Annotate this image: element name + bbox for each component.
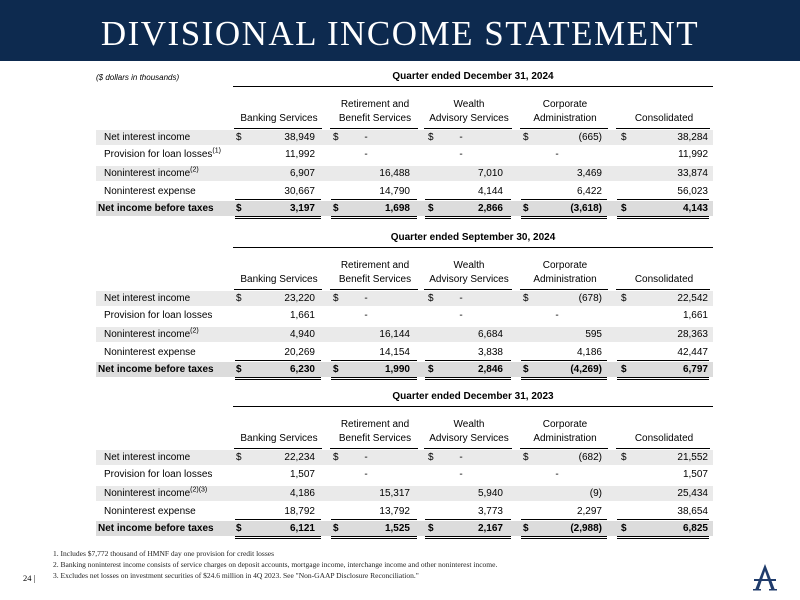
- column-header: [233, 98, 325, 126]
- table-cell-value: 14,790: [379, 186, 410, 197]
- table-cell-value: 6,121: [289, 523, 315, 534]
- currency-symbol: $: [621, 523, 627, 534]
- currency-symbol: $: [523, 293, 529, 304]
- table-cell-value: 7,010: [477, 168, 503, 179]
- footnote-2: 2. Banking noninterest income consists of service charges on deposit accounts, mortgage income, interchange income and other noninterest income.: [53, 560, 498, 569]
- table-cell-value: 2,167: [477, 523, 503, 534]
- currency-symbol: $: [236, 452, 242, 463]
- currency-symbol: $: [523, 132, 529, 143]
- table-cell-value: 33,874: [677, 168, 708, 179]
- table-cell-value: 1,661: [682, 310, 708, 321]
- subtotal-rule: [331, 519, 417, 520]
- currency-symbol: $: [428, 452, 434, 463]
- column-header-underline: [424, 289, 512, 290]
- row-label-text: Net interest income: [104, 452, 191, 463]
- subtotal-rule: [425, 519, 511, 520]
- footnote-reference: (1): [212, 147, 221, 155]
- column-header-line2: Consolidated: [634, 274, 694, 285]
- column-header-line1: Retirement and: [340, 260, 410, 271]
- table-cell-value: 2,866: [477, 203, 503, 214]
- column-header-line2: Consolidated: [634, 113, 694, 124]
- row-label-text: Noninterest expense: [104, 347, 196, 358]
- column-header-line1: [615, 259, 713, 273]
- column-header-line1: Retirement and: [340, 419, 410, 430]
- total-double-rule: [235, 377, 321, 380]
- row-label: [98, 523, 214, 535]
- currency-symbol: $: [333, 203, 339, 214]
- column-header: [423, 98, 515, 126]
- table-cell-value: -: [364, 293, 368, 304]
- subtotal-rule: [331, 360, 417, 361]
- footnotes: [53, 548, 497, 581]
- total-double-rule: [617, 377, 709, 380]
- table-cell-value: 5,940: [477, 488, 503, 499]
- total-double-rule: [425, 536, 511, 539]
- currency-symbol: $: [428, 203, 434, 214]
- table-cell-value: 2,846: [477, 364, 503, 375]
- currency-symbol: $: [428, 293, 434, 304]
- table-cell-value: 16,144: [379, 329, 410, 340]
- table-cell-value: 23,220: [284, 293, 315, 304]
- table-cell-value: 1,698: [384, 203, 410, 214]
- column-header: [615, 259, 713, 287]
- total-double-rule: [617, 216, 709, 219]
- subtotal-rule: [235, 360, 321, 361]
- table-cell-value: 4,186: [289, 488, 315, 499]
- table-cell-value: 1,507: [682, 469, 708, 480]
- period-title: Quarter ended September 30, 2024: [390, 232, 556, 243]
- currency-symbol: $: [428, 132, 434, 143]
- period-title: Quarter ended December 31, 2023: [392, 391, 554, 402]
- column-header-line2: Banking Services: [240, 113, 318, 124]
- currency-symbol: $: [333, 293, 339, 304]
- column-header-line2: Advisory Services: [429, 113, 509, 124]
- table-cell-value: -: [555, 149, 559, 160]
- column-header-line2: Banking Services: [240, 274, 318, 285]
- table-cell-value: 11,992: [678, 149, 708, 160]
- column-header-underline: [424, 448, 512, 449]
- row-label: [104, 347, 196, 359]
- row-label: [104, 132, 190, 144]
- total-double-rule: [235, 536, 321, 539]
- column-header-line1: Wealth: [453, 99, 485, 110]
- table-cell-value: 21,552: [677, 452, 708, 463]
- footnote-1: 1. Includes $7,772 thousand of HMNF day one provision for credit losses: [53, 549, 275, 558]
- row-label: [104, 452, 190, 464]
- column-header: [519, 259, 611, 287]
- row-label: [104, 168, 199, 180]
- column-header-line1: Retirement and: [340, 99, 410, 110]
- row-label: [104, 506, 196, 518]
- table-cell-value: -: [364, 149, 368, 160]
- column-header: [329, 418, 421, 446]
- subtotal-rule: [425, 360, 511, 361]
- row-label-text: Net income before taxes: [98, 364, 214, 375]
- column-header: [233, 418, 325, 446]
- footnote-3: 3. Excludes net losses on investment securities of $24.6 million in 4Q 2023. See "Non-GAAP Disclosure Reconciliation.": [53, 571, 419, 580]
- footnote-reference: (2)(3): [190, 486, 208, 494]
- table-cell-value: -: [459, 149, 463, 160]
- column-header-line2: Administration: [533, 274, 597, 285]
- table-cell-value: 1,990: [384, 364, 410, 375]
- table-cell-value: 42,447: [677, 347, 708, 358]
- table-cell-value: (3,618): [570, 203, 602, 214]
- currency-symbol: $: [523, 203, 529, 214]
- table-cell-value: (665): [578, 132, 602, 143]
- column-header-underline: [616, 289, 710, 290]
- column-header-line2: Advisory Services: [429, 433, 509, 444]
- table-cell-value: 13,792: [379, 506, 410, 517]
- table-cell-value: 2,297: [576, 506, 602, 517]
- column-header-underline: [330, 448, 418, 449]
- table-cell-value: 38,284: [677, 132, 708, 143]
- table-cell-value: (4,269): [570, 364, 602, 375]
- row-label-text: Net income before taxes: [98, 523, 214, 534]
- column-header-line1: Corporate: [542, 99, 588, 110]
- table-cell-value: 595: [585, 329, 602, 340]
- row-label: [104, 469, 212, 481]
- column-header-line1: Wealth: [453, 419, 485, 430]
- total-double-rule: [617, 536, 709, 539]
- table-cell-value: -: [555, 469, 559, 480]
- row-label-text: Provision for loan losses: [104, 149, 213, 160]
- row-label: [98, 203, 214, 215]
- currency-symbol: $: [621, 452, 627, 463]
- currency-symbol: $: [523, 452, 529, 463]
- table-cell-value: -: [364, 132, 368, 143]
- column-header: [519, 98, 611, 126]
- row-label: [104, 310, 212, 322]
- row-label-text: Provision for loan losses: [104, 310, 213, 321]
- table-cell-value: -: [459, 452, 463, 463]
- table-cell-value: -: [364, 469, 368, 480]
- row-label-text: Noninterest income: [104, 488, 191, 499]
- column-header-line1: Corporate: [542, 419, 588, 430]
- subtotal-rule: [521, 519, 607, 520]
- currency-symbol: $: [621, 203, 627, 214]
- table-cell-value: 1,525: [384, 523, 410, 534]
- table-cell-value: 25,434: [677, 488, 708, 499]
- currency-symbol: $: [236, 132, 242, 143]
- table-cell-value: 4,143: [682, 203, 708, 214]
- table-cell-value: 1,661: [289, 310, 315, 321]
- table-cell-value: 4,186: [576, 347, 602, 358]
- footnote-reference: (2): [190, 327, 199, 335]
- table-cell-value: 6,825: [682, 523, 708, 534]
- table-cell-value: -: [459, 310, 463, 321]
- column-header-line1: [615, 418, 713, 432]
- table-cell-value: 15,317: [379, 488, 410, 499]
- row-label-text: Provision for loan losses: [104, 469, 213, 480]
- page-number: 24 |: [23, 573, 36, 583]
- table-cell-value: 20,269: [284, 347, 315, 358]
- column-header-underline: [330, 289, 418, 290]
- currency-symbol: $: [333, 132, 339, 143]
- currency-symbol: $: [621, 293, 627, 304]
- table-cell-value: (682): [578, 452, 602, 463]
- subtotal-rule: [235, 199, 321, 200]
- total-double-rule: [425, 377, 511, 380]
- subtotal-rule: [331, 199, 417, 200]
- currency-symbol: $: [621, 132, 627, 143]
- column-header: [233, 259, 325, 287]
- table-cell-value: -: [459, 293, 463, 304]
- subtotal-rule: [617, 199, 709, 200]
- table-cell-value: 18,792: [284, 506, 315, 517]
- column-header-line1: [233, 98, 325, 112]
- column-header-underline: [234, 289, 322, 290]
- column-header-line2: Consolidated: [634, 433, 694, 444]
- currency-symbol: $: [428, 523, 434, 534]
- column-header: [615, 418, 713, 446]
- column-header: [423, 259, 515, 287]
- table-cell-value: 30,667: [284, 186, 315, 197]
- table-cell-value: 6,684: [477, 329, 503, 340]
- table-cell-value: (2,988): [570, 523, 602, 534]
- currency-symbol: $: [236, 293, 242, 304]
- total-double-rule: [521, 377, 607, 380]
- column-header-underline: [424, 128, 512, 129]
- table-cell-value: 38,949: [284, 132, 315, 143]
- table-cell-value: (9): [589, 488, 602, 499]
- total-double-rule: [235, 216, 321, 219]
- currency-symbol: $: [333, 523, 339, 534]
- column-header-underline: [520, 128, 608, 129]
- company-a-logo-icon: [752, 562, 778, 592]
- period-rule: [233, 406, 713, 407]
- table-cell-value: -: [555, 310, 559, 321]
- column-header-underline: [520, 289, 608, 290]
- column-header-line2: Advisory Services: [429, 274, 509, 285]
- column-header-line1: [233, 418, 325, 432]
- total-double-rule: [331, 216, 417, 219]
- column-header-underline: [616, 448, 710, 449]
- table-cell-value: 6,422: [576, 186, 602, 197]
- column-header-line1: Corporate: [542, 260, 588, 271]
- subtotal-rule: [235, 519, 321, 520]
- column-header-underline: [234, 128, 322, 129]
- table-cell-value: 6,907: [289, 168, 315, 179]
- subtotal-rule: [617, 360, 709, 361]
- table-cell-value: 22,234: [284, 452, 315, 463]
- column-header-line1: [615, 98, 713, 112]
- row-label-text: Net interest income: [104, 132, 191, 143]
- currency-symbol: $: [236, 203, 242, 214]
- page-title: DIVISIONAL INCOME STATEMENT: [100, 14, 700, 53]
- column-header-line1: Wealth: [453, 260, 485, 271]
- column-header: [615, 98, 713, 126]
- column-header-line2: Benefit Services: [338, 113, 412, 124]
- table-cell-value: -: [459, 132, 463, 143]
- row-label-text: Net income before taxes: [98, 203, 214, 214]
- table-cell-value: 4,940: [289, 329, 315, 340]
- table-cell-value: 22,542: [677, 293, 708, 304]
- period-rule: [233, 247, 713, 248]
- currency-symbol: $: [333, 364, 339, 375]
- subtotal-rule: [521, 360, 607, 361]
- row-label: [104, 293, 190, 305]
- table-cell-value: 38,654: [677, 506, 708, 517]
- row-label: [104, 329, 199, 341]
- column-header-underline: [520, 448, 608, 449]
- table-cell-value: 6,230: [289, 364, 315, 375]
- total-double-rule: [521, 216, 607, 219]
- row-label: [104, 149, 221, 161]
- table-cell-value: -: [364, 452, 368, 463]
- table-cell-value: 6,797: [682, 364, 708, 375]
- total-double-rule: [521, 536, 607, 539]
- currency-symbol: $: [523, 523, 529, 534]
- currency-symbol: $: [523, 364, 529, 375]
- subtotal-rule: [617, 519, 709, 520]
- footnote-reference: (2): [190, 166, 199, 174]
- row-label: [104, 186, 196, 198]
- table-cell-value: 3,773: [477, 506, 503, 517]
- column-header-line2: Benefit Services: [338, 274, 412, 285]
- table-cell-value: 28,363: [677, 329, 708, 340]
- subtotal-rule: [425, 199, 511, 200]
- total-double-rule: [331, 377, 417, 380]
- column-header: [329, 98, 421, 126]
- table-cell-value: 14,154: [379, 347, 410, 358]
- table-cell-value: (678): [578, 293, 602, 304]
- table-cell-value: 3,838: [477, 347, 503, 358]
- period-rule: [233, 86, 713, 87]
- column-header-line2: Administration: [533, 433, 597, 444]
- table-cell-value: 16,488: [379, 168, 410, 179]
- table-cell-value: 3,469: [576, 168, 602, 179]
- total-double-rule: [331, 536, 417, 539]
- period-title: Quarter ended December 31, 2024: [392, 71, 554, 82]
- column-header-underline: [330, 128, 418, 129]
- currency-symbol: $: [236, 523, 242, 534]
- column-header-line2: Administration: [533, 113, 597, 124]
- column-header-underline: [616, 128, 710, 129]
- column-header-line2: Banking Services: [240, 433, 318, 444]
- row-label-text: Noninterest expense: [104, 186, 196, 197]
- row-label-text: Noninterest expense: [104, 506, 196, 517]
- table-cell-value: -: [364, 310, 368, 321]
- column-header: [519, 418, 611, 446]
- table-cell-value: 56,023: [677, 186, 708, 197]
- column-header: [423, 418, 515, 446]
- row-label: [104, 488, 207, 500]
- table-cell-value: 11,992: [285, 149, 315, 160]
- column-header-line1: [233, 259, 325, 273]
- currency-symbol: $: [333, 452, 339, 463]
- table-cell-value: 3,197: [289, 203, 315, 214]
- row-label: [98, 364, 214, 376]
- currency-symbol: $: [621, 364, 627, 375]
- currency-symbol: $: [428, 364, 434, 375]
- table-cell-value: 1,507: [289, 469, 315, 480]
- row-label-text: Noninterest income: [104, 329, 191, 340]
- row-label-text: Net interest income: [104, 293, 191, 304]
- column-header: [329, 259, 421, 287]
- row-label-text: Noninterest income: [104, 168, 191, 179]
- table-cell-value: -: [459, 469, 463, 480]
- column-header-underline: [234, 448, 322, 449]
- total-double-rule: [425, 216, 511, 219]
- currency-symbol: $: [236, 364, 242, 375]
- table-cell-value: 4,144: [477, 186, 503, 197]
- column-header-line2: Benefit Services: [338, 433, 412, 444]
- subtotal-rule: [521, 199, 607, 200]
- units-note: ($ dollars in thousands): [96, 73, 180, 82]
